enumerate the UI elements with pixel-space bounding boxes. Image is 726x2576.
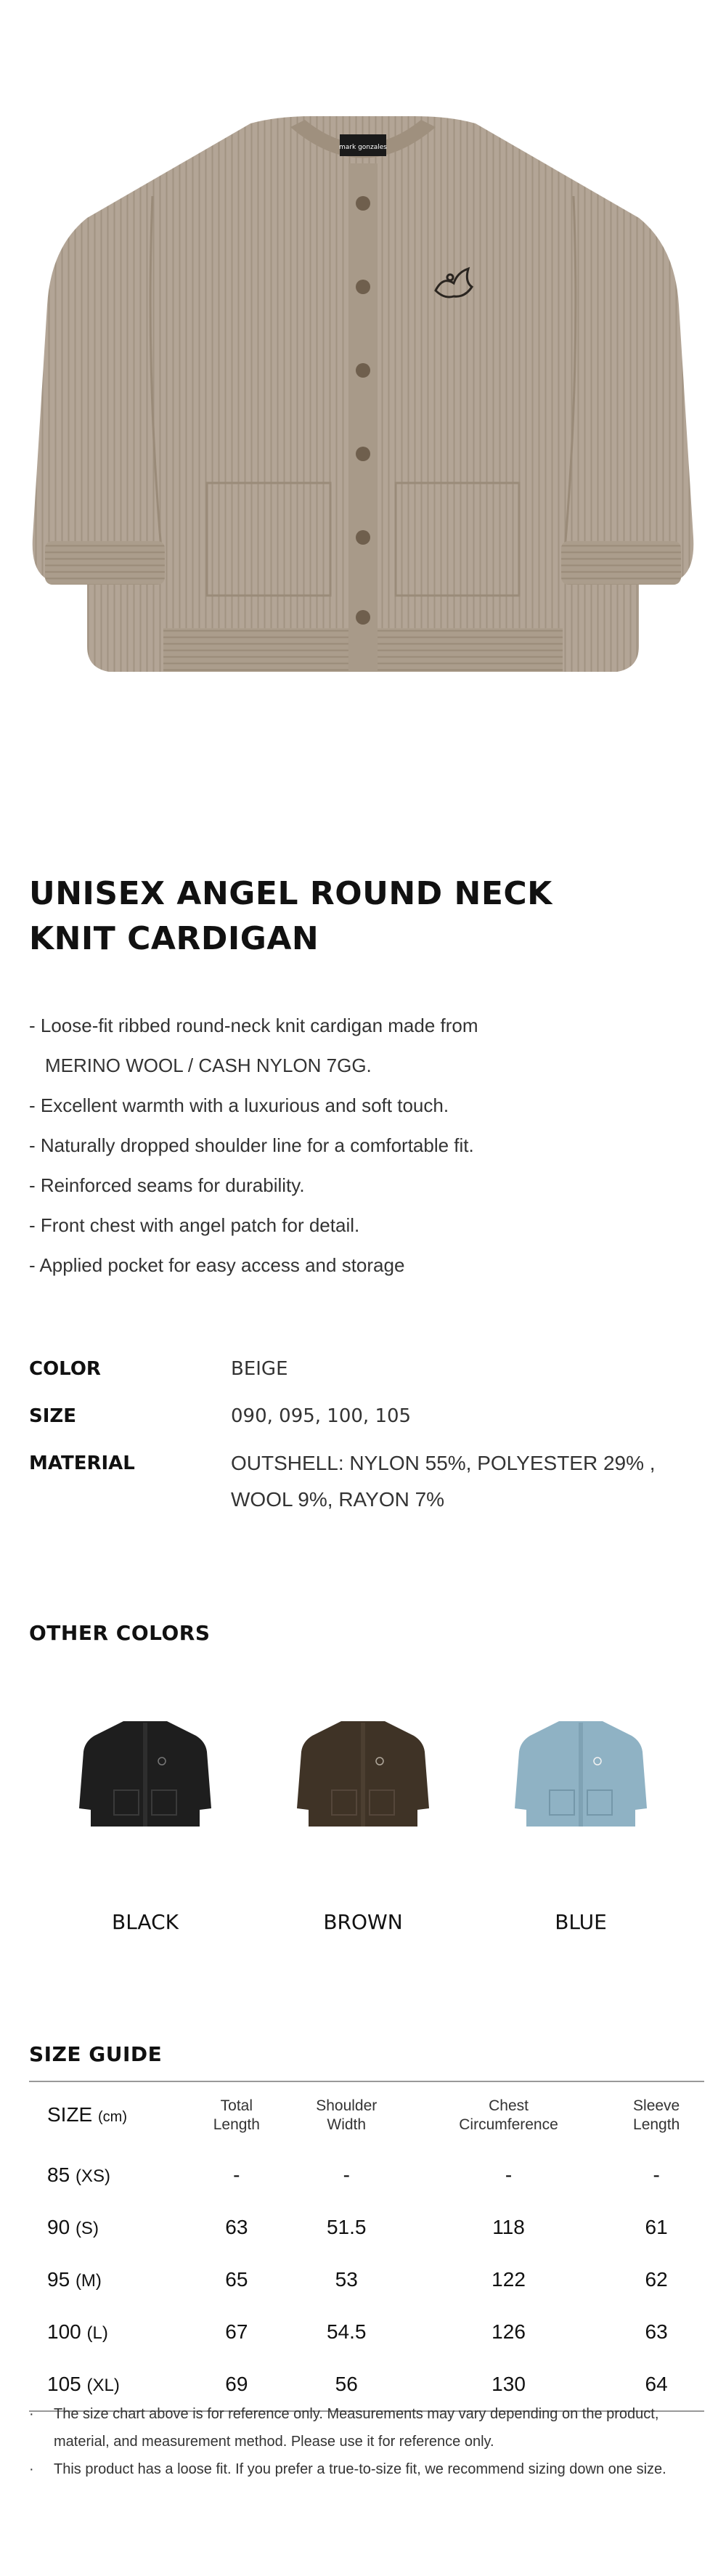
cardigan-thumbnail-black [76, 1707, 214, 1837]
description-line: - Excellent warmth with a luxurious and soft touch. [29, 1094, 449, 1116]
size-column-header [29, 2081, 189, 2149]
chest-circumference-header [409, 2081, 608, 2149]
note-text: material, and measurement method. Please use it for reference only. [54, 2434, 494, 2450]
total-length-cell: 69 [225, 2373, 248, 2395]
shoulder-width-header [285, 2081, 409, 2149]
note-text: This product has a loose fit. If you prefer a true-to-size fit, we recommend sizing down one size. [54, 2461, 666, 2477]
header-line: Length [213, 2116, 260, 2133]
note-line [29, 2455, 711, 2483]
product-image [0, 0, 726, 763]
shoulder-width-cell: 51.5 [326, 2216, 367, 2238]
shoulder-width-cell: - [343, 2163, 350, 2186]
sleeve-length-cell: 63 [645, 2320, 668, 2343]
total-length-cell: 65 [225, 2268, 248, 2291]
material-line: WOOL 9%, RAYON 7% [231, 1488, 445, 1511]
size-code: (S) [75, 2219, 99, 2238]
total-length-cell: 63 [225, 2216, 248, 2238]
size-cell [29, 2149, 189, 2201]
product-description [29, 1006, 697, 1285]
other-colors-list [0, 1707, 726, 1983]
description-line: - Applied pocket for easy access and storage [29, 1254, 405, 1276]
chest-cell: 130 [492, 2373, 526, 2395]
color-option-label: BROWN [323, 1910, 403, 1934]
header-line: Chest [489, 2097, 529, 2114]
size-code: (L) [86, 2323, 108, 2343]
color-option-blue[interactable] [472, 1707, 690, 1934]
size-cell [29, 2201, 189, 2254]
header-line: Length [633, 2116, 680, 2133]
size-number: 90 [47, 2216, 70, 2238]
total-length-cell: 67 [225, 2320, 248, 2343]
color-option-label: BLACK [111, 1910, 179, 1934]
cardigan-thumbnail-blue [512, 1707, 650, 1837]
size-cell [29, 2306, 189, 2358]
sleeve-length-header [608, 2081, 704, 2149]
header-line: Total [220, 2097, 253, 2114]
shoulder-width-cell: 54.5 [326, 2320, 367, 2343]
size-number: 100 [47, 2320, 81, 2343]
note-line [29, 2400, 711, 2428]
header-line: Circumference [459, 2116, 558, 2133]
description-line: - Loose-fit ribbed round-neck knit cardigan made from [29, 1015, 478, 1036]
product-title-line-2: KNIT CARDIGAN [29, 920, 319, 957]
material-line: OUTSHELL: NYLON 55%, POLYESTER 29% , [231, 1452, 656, 1474]
svg-text:mark gonzales: mark gonzales [339, 144, 387, 151]
description-line: MERINO WOOL / CASH NYLON 7GG. [45, 1055, 372, 1076]
product-title [29, 871, 682, 962]
spec-size [29, 1398, 697, 1434]
color-option-label: BLUE [555, 1910, 607, 1934]
sleeve-length-cell: 64 [645, 2373, 668, 2395]
spec-size-label: SIZE [29, 1405, 77, 1427]
size-table-header [29, 2081, 704, 2149]
bullet-icon: · [29, 2461, 34, 2477]
header-line: Shoulder [316, 2097, 378, 2114]
total-length-header [189, 2081, 285, 2149]
spec-material [29, 1445, 697, 1518]
header-line: Width [327, 2116, 367, 2133]
sleeve-length-cell: 62 [645, 2268, 668, 2291]
cardigan-thumbnail-brown [294, 1707, 432, 1837]
chest-cell: - [505, 2163, 513, 2186]
size-header-unit: (cm) [98, 2108, 127, 2125]
spec-material-label: MATERIAL [29, 1452, 135, 1474]
sleeve-length-cell: 61 [645, 2216, 668, 2238]
other-colors-heading: OTHER COLORS [29, 1621, 211, 1645]
size-code: (XS) [75, 2166, 110, 2186]
size-guide-heading: SIZE GUIDE [29, 2042, 163, 2066]
spec-material-value [231, 1445, 697, 1518]
description-line: - Naturally dropped shoulder line for a comfortable fit. [29, 1134, 474, 1156]
chest-cell: 122 [492, 2268, 526, 2291]
size-guide-table [29, 2081, 704, 2412]
size-number: 95 [47, 2268, 70, 2291]
spec-color-label: COLOR [29, 1358, 101, 1380]
size-notes [29, 2400, 711, 2483]
spec-color [29, 1351, 697, 1387]
size-cell [29, 2254, 189, 2306]
size-header-label: SIZE [47, 2102, 93, 2126]
size-number: 85 [47, 2163, 70, 2186]
table-row [29, 2254, 704, 2306]
chest-cell: 126 [492, 2320, 526, 2343]
color-option-brown[interactable] [254, 1707, 472, 1934]
size-code: (XL) [86, 2376, 120, 2395]
table-row [29, 2201, 704, 2254]
table-row [29, 2149, 704, 2201]
chest-cell: 118 [492, 2216, 525, 2238]
description-line: - Front chest with angel patch for detail. [29, 1214, 360, 1236]
cardigan-illustration [0, 0, 726, 763]
shoulder-width-cell: 53 [335, 2268, 358, 2291]
header-line: Sleeve [633, 2097, 680, 2114]
size-code: (M) [75, 2271, 102, 2291]
spec-size-value: 090, 095, 100, 105 [231, 1405, 412, 1427]
spec-color-value: BEIGE [231, 1358, 288, 1380]
total-length-cell: - [233, 2163, 240, 2186]
color-option-black[interactable] [36, 1707, 254, 1934]
sleeve-length-cell: - [653, 2163, 660, 2186]
bullet-icon: · [29, 2406, 34, 2422]
table-row [29, 2306, 704, 2358]
description-line: - Reinforced seams for durability. [29, 1174, 305, 1196]
product-title-line-1: UNISEX ANGEL ROUND NECK [29, 875, 552, 912]
note-line [29, 2428, 711, 2455]
shoulder-width-cell: 56 [335, 2373, 358, 2395]
size-number: 105 [47, 2373, 81, 2395]
product-specs [29, 1351, 697, 1518]
note-text: The size chart above is for reference only. Measurements may vary depending on the product, [54, 2406, 659, 2422]
